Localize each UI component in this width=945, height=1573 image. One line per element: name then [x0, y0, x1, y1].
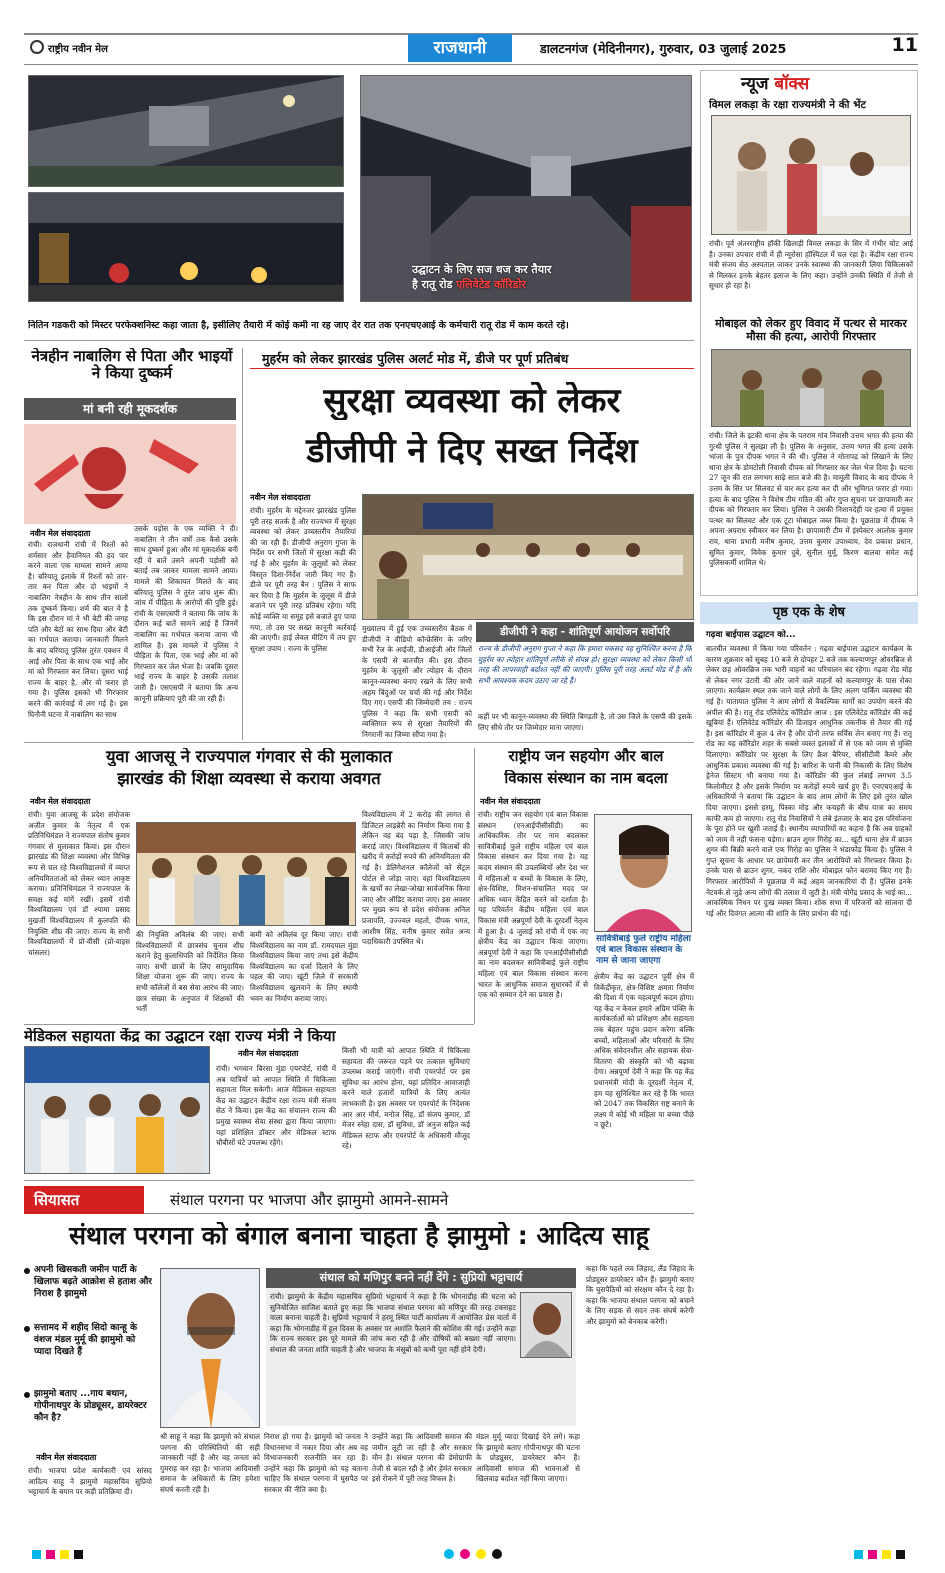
bullet-item: [24, 1264, 152, 1320]
registration-dot-icon: [460, 1549, 470, 1559]
cmyk-swatch: [896, 1550, 905, 1559]
siyasat-col-b: निराश हो गया है। झामुमो को जनता ने विधानसभा में नकार दिया और अब वह विभाजनकारी राजनीति कर रहा है। उन्होंने कहा कि झामुमो को यह बताना चाहिए कि संथाल परगना में घुसपैठ पर सरकार की नीति क्या है।: [264, 1432, 368, 1494]
bullet-item: [24, 1388, 152, 1444]
cmyk-swatch: [868, 1550, 877, 1559]
bullet-text: अपनी खिसकती जमीन पार्टी के खिलाफ बढ़ते आक्रोश से हताश और निराश है झामुमो: [34, 1265, 152, 1299]
news-box-title-b: बॉक्स: [774, 74, 810, 94]
cmyk-swatch: [882, 1550, 891, 1559]
news-item2-head: मोबाइल को लेकर हुए विवाद में पत्थर से मारकर मौसा की हत्या, आरोपी गिरफ्तार: [715, 317, 907, 344]
registration-dot-icon: [476, 1549, 486, 1559]
siyasat-tag-label: सियासत: [34, 1191, 80, 1209]
story-blind-byline: नवीन मेल संवाददाता: [30, 529, 91, 538]
section-tab[interactable]: [408, 34, 512, 62]
divider: [144, 1213, 694, 1214]
supriyo-box-head-bar: [266, 1268, 576, 1288]
caption-line2: है रातू रोड: [412, 278, 453, 291]
masthead-label: राष्ट्रीय नवीन मेल: [48, 44, 108, 55]
photo-illustration-victim: [24, 424, 236, 524]
corridor-caption: [412, 262, 682, 300]
photo-dgp-meeting: [362, 494, 694, 620]
bullet-dot-icon: [24, 1268, 30, 1274]
story-blind-headline: नेत्रहीन नाबालिग से पिता और भाइयों ने किया दुष्कर्म: [31, 348, 233, 382]
news-item1-body: रांची। पूर्व अंतरराष्ट्रीय हॉकी खिलाड़ी विमल लकड़ा के सिर में गंभीर चोट आई है। उनका उपचार रांची में ही न्यूरोसा हॉस्पिटल में चल रहा है। केंद्रीय रक्षा राज्य मंत्री संजय सेठ अस्पताल जाकर उनके स्वास्थ्य की जानकारी लिया चिकित्सकों से मिलकर इनके बेहतर इलाज के लिए कहा। उन्होंने उनकी स्थिति में तेजी से सुधार हो रहा है।: [709, 239, 913, 291]
story-ajsu-col2: की नियुक्ति अविलंब की जाए। सभी विश्वविद्यालयों में छात्रसंघ चुनाव शीघ्र कराने हेतु कुलाधिपति को निर्देशित किया जाए। सभी छात्रों के लिए सामुदायिक शिक्षा योजना शुरू की जाए। राज्य के सभी कॉलेजों में बस सेवा आरंभ की जाए। छात्र संख्या के अनुपात में शिक्षकों की भर्ती: [136, 930, 244, 1014]
divider: [24, 340, 694, 341]
masthead-emblem-icon: [30, 40, 44, 54]
supriyo-box: [266, 1268, 576, 1426]
savitri-caption: सावित्रीबाई फुले राष्ट्रीय महिला एवं बाल विकास संस्थान के नाम से जाना जाएगा: [596, 934, 691, 966]
story-dgp-col3: कहीं पर भी कानून-व्यवस्था की स्थिति बिगड़ती है, तो उस जिले के एसपी की इसके लिए सीधे तौर पर जिम्मेदार माना जाएगा।: [478, 712, 692, 732]
story-dgp-col1: रांची। मुहर्रम के मद्देनजर झारखंड पुलिस पूरी तरह सतर्क है और राज्यभर में सुरक्षा व्यवस्था को लेकर उच्चस्तरीय तैयारियां की जा रही हैं। डीजीपी अनुराग गुप्ता के निर्देश पर सभी जिलों में सुरक्षा कड़ी की गई है और मुहर्रम के जुलूसों को लेकर विस्तृत दिशा-निर्देश जारी किए गए हैं। डीजे पर पूरी तरह बैन : पुलिस ने साफ कर दिया है कि मुहर्रम के जुलूस में डीजे बजाने पर पूरी तरह प्रतिबंध रहेगा। यदि कोई व्यक्ति या समूह इसे बजाते हुए पाया गया, तो उस पर सख्त कानूनी कार्रवाई की जाएगी। हाई लेवल मीटिंग में तय हुए सुरक्षा उपाय : राज्य के पुलिस: [250, 506, 356, 653]
divider: [474, 748, 475, 1024]
photo-governor-meeting: [136, 822, 356, 926]
story-dgp-kicker: मुहर्रम को लेकर झारखंड पुलिस अलर्ट मोड में, डीजे पर पूर्ण प्रतिबंध: [262, 351, 569, 366]
cmyk-swatch: [60, 1550, 69, 1559]
divider: [24, 1180, 694, 1181]
siyasat-kicker: संथाल परगना पर भाजपा और झामुमो आमने-सामने: [170, 1191, 449, 1209]
supriyo-box-body: रांची। झामुमो के केंद्रीय महासचिव सुप्रियो भट्टाचार्य ने कहा है कि भोगनाडीह की घटना को सुनियोजित साजिश बताते हुए कहा कि भाजपा संथाल परगना को मणिपुर की तरह टकराहट वाला बनाना चाहती है। सुप्रियो भट्टाचार्य ने हरमू स्थित पार्टी कार्यालय में आयोजित प्रेस वार्ता में कहा कि भोगनाडीह में हूल दिवस के अवसर पर अशांति फैलाने की कोशिश की गई। उन्होंने कहा कि राज्य सरकार इस पूरे मामले की जांच करा रही है और दोषियों को बख्शा नहीं जाएगा। संथाल की जनता शांति चाहती है और भाजपा के मंसूबों को कभी पूरा नहीं होने देगी।: [270, 1292, 516, 1354]
story-blind-col2: उसके पड़ोस के एक व्यक्ति ने दी। नाबालिग ने तीन वर्षों तक कैसे उसके साथ दुष्कर्म हुआ और मां मूकदर्शक बनी रही ये बातें उसने अपनी पड़ोसी को बताई तब जाकर मामला सामने आया। मामले की शिकायत मिलते के बाद बरियातू पुलिस ने तुरंत जांच शुरू की। जांच में पीड़िता के आरोपों की पुष्टि हुई। रांची के एसएसपी ने बताया कि जांच के दौरान कई बातें सामने आई हैं जिनमें नाबालिग का गर्भपात कराया जाना भी शामिल है। इस मामले में पुलिस ने पीड़िता के पिता, एक भाई और मां को गिरफ्तार कर जेल भेजा है। जबकि दूसरा भाई राज्य के बाहर है उसकी तलाश जारी है। एसएसपी ने बताया कि अन्य कानूनी प्रक्रियाएं पूरी की जा रही हैं।: [134, 524, 238, 703]
masthead: [30, 40, 170, 58]
cmyk-swatch: [46, 1550, 55, 1559]
story-medical-col2: किसी भी यात्री को आपात स्थिति में चिकित्सा सहायता की जरूरत पड़ने पर तत्काल सुविधाएं उपलब्ध कराई जाएंगी। रांची एयरपोर्ट पर इस सुविधा का आरंभ होना, यहां प्रतिदिन आवाजाही करने वाले हजारों यात्रियों के लिए अत्यंत लाभकारी है। इस अवसर पर एयरपोर्ट के निदेशक आर आर मौर्य, मनोज सिंह, डॉ संजय कुमार, डॉ मेजर स्नेहा दास, डॉ सुविधा, डॉ अनुज सहित कई मेडिकल स्टाफ और एयरपोर्ट के अधिकारी मौजूद रहे।: [342, 1046, 470, 1151]
photo-corridor-night-2: [28, 192, 344, 302]
caption-line1: उद्घाटन के लिए सज धज कर तैयार: [412, 263, 552, 276]
dgp-caption-bar: [476, 622, 694, 642]
siyasat-tag[interactable]: [24, 1186, 144, 1214]
bullet-dot-icon: [24, 1326, 30, 1332]
bullet-text: झामुमो बताए ...गाय बथान, गोपीनाथपुर के प्रोड्यूसर, डायरेक्टर कौन है?: [34, 1389, 147, 1423]
photo-caption-full: नितिन गडकरी को मिस्टर परफेक्शनिस्ट कहा जाता है, इसीलिए तैयारी में कोई कमी ना रह जाए देर रात तक एनएचएआई के कर्मचारी रातू रोड में काम करते रहे।: [28, 320, 569, 331]
supriyo-box-head: संथाल को मणिपुर बनने नहीं देंगे : सुप्रियो भट्टाचार्य: [319, 1271, 523, 1284]
divider: [242, 348, 243, 740]
story-savitri-headline-l2: विकास संस्थान का नाम बदला: [504, 770, 668, 787]
news-box: [700, 70, 918, 596]
footer-marks: [24, 1548, 918, 1560]
registration-dot-icon: [444, 1549, 454, 1559]
remainder-header: पृष्ठ एक के शेष: [772, 605, 846, 620]
siyasat-col-e: कहा कि पहले लव जिहाद, लैंड जिहाद के प्रोड्यूसर डायरेक्टर कौन हैं। झामुमो बताए कि घुसपैठियों को संरक्षण कौन दे रहा है। कहा कि भाजपा संथाल परगना को बचाने के लिए सड़क से सदन तक संघर्ष करेगी और झामुमो को बेनकाब करेगी।: [586, 1264, 694, 1326]
cmyk-swatch: [74, 1550, 83, 1559]
siyasat-bullets: [24, 1264, 152, 1444]
bullet-text: सत्तामद में शहीद सिदो कान्हू के वंशज मंडल मुर्मू की झामुमो को प्यादा दिखते हैं: [34, 1323, 138, 1357]
photo-minister-portrait: [594, 814, 692, 932]
caption-highlight: एलिवेटेड कॉरिडोर: [456, 278, 526, 291]
photo-medical-inauguration: [24, 1046, 210, 1174]
siyasat-col-c: उन्होंने कहा कि आदिवासी समाज की जमीन लूटी जा रही है और सरकार मौन है। संथाल परगना की डेमोग्राफी तेजी से बदल रही है और हेमंत सरकार इसे रोकने में पूरी तरह विफल है।: [372, 1432, 472, 1484]
story-ajsu-headline-l2: झारखंड की शिक्षा व्यवस्था से कराया अवगत: [117, 770, 381, 788]
story-blind-subhead-bar: [24, 398, 236, 420]
photo-supriyo: [520, 1292, 572, 1358]
news-box-title: [741, 71, 918, 95]
story-savitri-col1: रांची। राष्ट्रीय जन सहयोग एवं बाल विकास संस्थान (एनआईपीसीसीडी) का आधिकारिक तौर पर नाम बदलकर सावित्रीबाई फुले राष्ट्रीय महिला एवं बाल विकास संस्थान कर दिया गया है। यह कदम संस्थान की उपलब्धियों और देश भर में महिलाओं व बच्चों के विकास के लिए, क्षेत्र-विशिष्ट, मिशन-संचालित मदद पर अधिक ध्यान केंद्रित करने को दर्शाता है। यह परिवर्तन केंद्रीय महिला एवं बाल विकास मंत्री अन्नपूर्णा देवी के दूरदर्शी नेतृत्व में हुआ है। 4 जुलाई को रांची में एक नए क्षेत्रीय केंद्र का उद्घाटन किया जाएगा। अन्नपूर्णा देवी ने कहा कि एनआईपीसीसीडी का नाम बदलकर सावित्रीबाई फुले राष्ट्रीय महिला एवं बाल विकास संस्थान करना भारत के आधुनिक समाज सुधारकों में से एक को सम्मान देने का प्रयास है।: [478, 810, 588, 1000]
siyasat-headline: संथाल परगना को बंगाल बनाना चाहता है झामुमो : आदित्य साहू: [69, 1222, 649, 1250]
header-rule: [24, 64, 918, 65]
divider: [24, 1024, 474, 1025]
remainder-lead: गढ़वा बाईपास उद्घाटन को...: [706, 630, 796, 640]
dateline: डालटनगंज (मेदिनीनगर), गुरुवार, 03 जुलाई 2025: [540, 41, 787, 56]
story-ajsu-col1: रांची। युवा आजसू के प्रदेश संयोजक अजीत कुमार के नेतृत्व में एक प्रतिनिधिमंडल ने राज्यपाल संतोष कुमार गंगवार से मुलाकात किया। इस दौरान झारखंड की शिक्षा व्यवस्था और विभिन्न रूप से चल रहे विश्वविद्यालयों में व्याप्त अनियमितताओं को लेकर ध्यान आकृष्ट कराया। प्रतिनिधिमंडल ने राज्यपाल के समक्ष कई मांगें रखीं। इसमें रांची विश्वविद्यालय एवं डॉ श्यामा प्रसाद मुखर्जी विश्वविद्यालय में कुलपति की नियुक्ति शीघ्र की जाए। राज्य के सभी विश्वविद्यालयों में प्रो-वीसी (प्रो-वाइस चांसलर): [28, 810, 130, 957]
story-medical-byline: नवीन मेल संवाददाता: [238, 1049, 299, 1058]
story-dgp-headline-l2: डीजीपी ने दिए सख्त निर्देश: [306, 432, 638, 471]
dgp-caption: डीजीपी ने कहा - शांतिपूर्ण आयोजन सर्वोपरि: [500, 626, 670, 638]
siyasat-byline: नवीन मेल संवाददाता: [36, 1453, 97, 1462]
news-box-title-a: न्यूज: [741, 74, 769, 94]
siyasat-col-d: मंडल मुर्मू प्यादा दिखाई देने लगे। कहा कि झामुमो बताए गोपीनाथपुर की घटना के प्रोड्यूसर, डायरेक्टर कौन हैं। आदिवासी समाज की भावनाओं से खिलवाड़ बर्दाश्त नहीं किया जाएगा।: [476, 1432, 580, 1484]
siyasat-left-body: रांची। भाजपा प्रदेश कार्यकारी एवं सांसद आदित्य साहू ने झामुमो महासचिव सुप्रियो भट्टाचार्य के बयान पर कड़ी प्रतिक्रिया दी।: [28, 1466, 152, 1497]
story-ajsu-col4: विश्वविद्यालय में 2 करोड़ की लागत से डिजिटल लाइब्रेरी का निर्माण किया गया है लेकिन वह बंद पड़ा है, जिसकी जांच कराई जाए। विश्वविद्यालय में किताबों की खरीद में करोड़ों रुपये की अनियमितता की गई है। डेलिगेशनल कॉलेजों को सेंट्रल पोर्टल से जोड़ा जाए। वहां विश्वविद्यालय के खर्चों का लेखा-जोखा सार्वजनिक किया जाए और ऑडिट कराया जाए। इस अवसर पर मुख्य रूप से प्रदेश संयोजक अनिल प्रजापति, उज्ज्वल महतो, दीपक भगत, आशीष सिंह, मनीष कुमार समेत अन्य पदाधिकारी उपस्थित थे।: [362, 810, 470, 947]
story-dgp-headline-l1: सुरक्षा व्यवस्था को लेकर: [323, 382, 621, 421]
story-savitri-headline-l1: राष्ट्रीय जन सहयोग और बाल: [508, 748, 664, 765]
news-item1-head: विमल लकड़ा के रक्षा राज्यमंत्री ने की भेंट: [709, 99, 866, 111]
photo-corridor-night-1: [28, 75, 344, 187]
divider: [250, 368, 694, 369]
story-dgp-byline: नवीन मेल संवाददाता: [250, 493, 311, 502]
story-savitri-col2: क्षेत्रीय केंद्र का उद्घाटन पूर्वी क्षेत्र में विकेंद्रीकृत, क्षेत्र-विशिष्ट क्षमता निर्माण की दिशा में एक महत्वपूर्ण कदम होगा। यह केंद्र न केवल हमारे अग्रिम पंक्ति के कार्यकर्ताओं को प्रशिक्षण और सहायता तक बेहतर पहुंच प्रदान करेगा बल्कि बच्चों, महिलाओं और परिवारों के लिए अधिक संवेदनशील और सहायक सेवा-वितरण की संस्कृति को भी बढ़ावा देगा। अन्नपूर्णा देवी ने कहा कि यह केंद्र प्रधानमंत्री मोदी के दूरदर्शी नेतृत्व में, हम यह सुनिश्चित कर रहे हैं कि भारत को 2047 तक विकसित राष्ट्र बनाने के लक्ष्य में कोई भी महिला या बच्चा पीछे न छूटे।: [594, 972, 694, 1130]
divider: [24, 742, 694, 743]
bullet-dot-icon: [24, 1392, 30, 1398]
cmyk-swatch: [854, 1550, 863, 1559]
story-blind-col1: रांची। राजधानी रांची में रिश्तों को शर्मसार और हैवानियत की हद पार करने वाला एक मामला सामने आया है। बरियातू इलाके में रिश्तों को तार-तार कर पिता और दो भाइयों ने नाबालिग नेत्रहीन के साथ तीन सालों तक दुष्कर्म किया। शर्म की बात ये है कि इस दौरान मां ने भी बेटी की जगह पति और बेटों का साथ दिया और बेटी का गर्भपात कराया। जानकारी मिलने के बाद बरियातू पुलिस तुरंत एक्शन में आई और पिता के साथ एक भाई और मां को गिरफ्तार कर लिया। दूसरा भाई राज्य के बाहर है, और वो फरार हो गया है। पुलिस इसको भी गिरफ्तार करने की कार्रवाई में लग गई है। इस घिनौनी घटना में नाबालिग का साथ: [28, 540, 128, 719]
section-label: राजधानी: [433, 38, 487, 58]
remainder-header-bar: [700, 602, 918, 624]
photo-hospital-visit: [711, 115, 911, 235]
story-ajsu-headline-l1: युवा आजसू ने राज्यपाल गंगवार से की मुलाकात: [105, 748, 393, 766]
story-medical-col1: रांची। भगवान बिरसा मुंडा एयरपोर्ट, रांची में अब यात्रियों को आपात स्थिति में चिकित्सा सहायता मिल सकेगी। आज मेडिकल सहायता केंद्र का उद्घाटन केंद्रीय रक्षा राज्य मंत्री संजय सेठ ने किया। इस केंद्र का संचालन राज्य की प्रमुख स्वास्थ्य सेवा संस्था द्वारा किया जाएगा। यहां प्रशिक्षित डॉक्टर और मेडिकल स्टाफ चौबीसों घंटे उपलब्ध रहेंगे।: [216, 1064, 336, 1148]
news-item2-body: रांची। जिले के इटकी थाना क्षेत्र के पतराम गांव निवासी उत्तम भगत की हत्या की गुत्थी पुलिस ने सुलझा ली है। पुलिस के अनुसार, उत्तम भगत की हत्या उसके भांजा के पुत्र दीपक भगत ने की थी। पुलिस ने मोतापद्र को लिखाने के लिए थाना क्षेत्र के डोमटोली निवासी दीपक को गिरफ्तार कर जेल भेज दिया है। घटना 27 जून की रात लगभग साढ़े सात बजे की है। मामूली विवाद के बाद दीपक ने उत्तम के सिर पर सिलवट से वार कर हत्या कर दी और भूमिगत फरार हो गया। हत्या के बाद पुलिस ने विशेष टीम गठित की और गुप्त सूचना पर छापामारी कर दीपक को गिरफ्तार कर लिया। पुलिस ने उसकी निशानदेही पर हत्या में प्रयुक्त पत्थर का सिलवट और एक टूटा मोबाइल जब्त किया है। पूछताछ में दीपक ने अपना अपराध स्वीकार कर लिया है। छापामारी टीम में इंस्पेक्टर आलोक कुमार राय, थाना प्रभारी मनीष कुमार, उत्तम कुमार उपाध्याय, देव प्रकाश प्रधान, सुमित कुमार, विवेक कुमार दुबे, सुनील मुर्मू, किरण बालवा समेत कई पुलिसकर्मी शामिल थे।: [709, 431, 913, 568]
story-blind-subhead: मां बनी रही मूकदर्शक: [83, 402, 177, 416]
cmyk-swatch: [32, 1550, 41, 1559]
story-ajsu-byline: नवीन मेल संवाददाता: [30, 797, 91, 806]
story-dgp-quote: राज्य के डीजीपी अनुराग गुप्ता ने कहा कि हमारा मकसद यह सुनिश्चित करना है कि मुहर्रम का त्योहार शांतिपूर्ण तरीके से संपन्न हो। सुरक्षा व्यवस्था को लेकर किसी भी तरह की लापरवाही बर्दाश्त नहीं की जाएगी। पुलिस पूरी तरह अलर्ट मोड में है और सभी आवश्यक कदम उठाए जा रहे हैं।: [478, 644, 692, 685]
photo-arrest: [711, 349, 911, 427]
remainder-text: बातचीत व्यवस्था में किया गया परिवर्तन : गढ़वा बाईपास उद्घाटन कार्यक्रम के कारण शुक्रवार को सुबह 10 बजे से दोपहर 2 बजे तक कल्याणपुर ओवरब्रिज से लेकर छह ओवरब्रिज तक भारी वाहनों का परिचालन बंद रहेगा। गढ़वा रोड मोड़ से लेकर नगर उंटारी की ओर जाने वाले वाहनों को कल्याणपुर के पास रोका जाएगा। कार्यक्रम स्थल तक जाने वाले लोगों के लिए अलग पार्किंग व्यवस्था की गई है। यातायात पुलिस ने आम लोगों से वैकल्पिक मार्गों का उपयोग करने की अपील की है। रातू रोड एलिवेटेड कॉरिडोर आज : इस एलिवेटेड कॉरिडोर की कई खूबियां हैं। एलिवेटेड कॉरिडोर की डिजाइन आधुनिक तकनीक से तैयार की गई है। इस कॉरिडोर में कुल 4 लेन हैं और दोनों तरफ सर्विस लेन बनाए गए हैं। रातू रोड का यह कॉरिडोर शहर के सबसे व्यस्त इलाकों में से एक को जाम से मुक्ति दिलाएगा। कॉरिडोर पर सुरक्षा के लिए क्रैश बैरियर, सीसीटीवी कैमरे और आधुनिक प्रकाश व्यवस्था की गई है। बारिश के पानी की निकासी के लिए विशेष ड्रेनेज सिस्टम भी बनाया गया है। कॉरिडोर की कुल लंबाई लगभग 3.5 किलोमीटर है और इसके निर्माण पर करोड़ों रुपये खर्च हुए हैं। एनएचएआई के अधिकारियों ने बताया कि उद्घाटन के बाद आम लोगों के लिए इसे तुरंत खोल दिया जाएगा। इससे हरमू, पिस्का मोड़ और कचहरी के बीच यात्रा का समय काफी कम हो जाएगा। रातू रोड निवासियों ने लंबे इंतजार के बाद इस परियोजना के पूरा होने पर खुशी जताई है। स्थानीय व्यापारियों का कहना है कि अब ग्राहकों को जाम में नहीं फंसना पड़ेगा। ब्राउन शुगर गिरोह का... खूंटी थाना क्षेत्र में ब्राउन शुगर की बिक्री करने वाले एक गिरोह का पुलिस ने भंडाफोड़ किया है। पुलिस ने गुप्त सूचना के आधार पर छापेमारी कर तीन आरोपियों को गिरफ्तार किया है। उनके पास से ब्राउन शुगर, नकद राशि और मोबाइल फोन बरामद किए गए हैं। गिरफ्तार आरोपियों ने पूछताछ में कई अहम जानकारियां दी हैं। पुलिस इनके नेटवर्क से जुड़े अन्य लोगों की तलाश में जुटी है। मंत्री योगेंद्र प्रसाद के भाई का... आकस्मिक निधन पर दुःख व्यक्त किया। शोक सभा में परिजनों को सांत्वना दी गई और दिवंगत आत्मा की शांति के लिए प्रार्थना की गई।: [706, 644, 912, 918]
story-medical-headline: मेडिकल सहायता केंद्र का उद्घाटन रक्षा राज्य मंत्री ने किया: [24, 1028, 336, 1045]
siyasat-col-a: श्री साहू ने कहा कि झामुमो को संथाल परगना की परिस्थितियों की सही जानकारी नहीं है और वह जनता को गुमराह कर रहा है। भाजपा आदिवासी समाज के अधिकारों के लिए हमेशा संघर्ष करती रही है।: [160, 1432, 260, 1494]
registration-dot-icon: [492, 1549, 502, 1559]
page-number: 11: [891, 34, 918, 56]
story-dgp-col2: मुख्यालय में हुई एक उच्चस्तरीय बैठक में डीजीपी ने वीडियो कॉन्फ्रेंसिंग के जरिए सभी रेंज के आईजी, डीआईजी और जिलों के एसपी से बातचीत की। इस दौरान मुहर्रम के जुलूसों और त्योहार के दौरान कानून-व्यवस्था बनाए रखने के लिए सभी अहम बिंदुओं पर चर्चा की गई और निर्देश दिए गए। एसपी की जिम्मेदारी तय : राज्य पुलिस ने कहा कि सभी एसपी को व्यक्तिगत रूप से सुरक्षा तैयारियों की निगरानी का जिम्मा सौंपा गया है।: [362, 624, 472, 739]
story-savitri-byline: नवीन मेल संवाददाता: [480, 797, 541, 806]
photo-aditya-sahu: [160, 1268, 260, 1428]
story-ajsu-col3: कमी को अविलंब दूर किया जाए। रांची विश्वविद्यालय का नाम डॉ. रामदयाल मुंडा विश्वविद्यालय किया जाए तथा इसे केंद्रीय विश्वविद्यालय का दर्जा दिलाने के लिए पहल की जाए। खूंटी जिले में सरकारी विश्वविद्यालय खुलवाने के लिए स्थायी भवन का निर्माण कराया जाए।: [250, 930, 358, 1003]
bullet-item: [24, 1322, 152, 1386]
